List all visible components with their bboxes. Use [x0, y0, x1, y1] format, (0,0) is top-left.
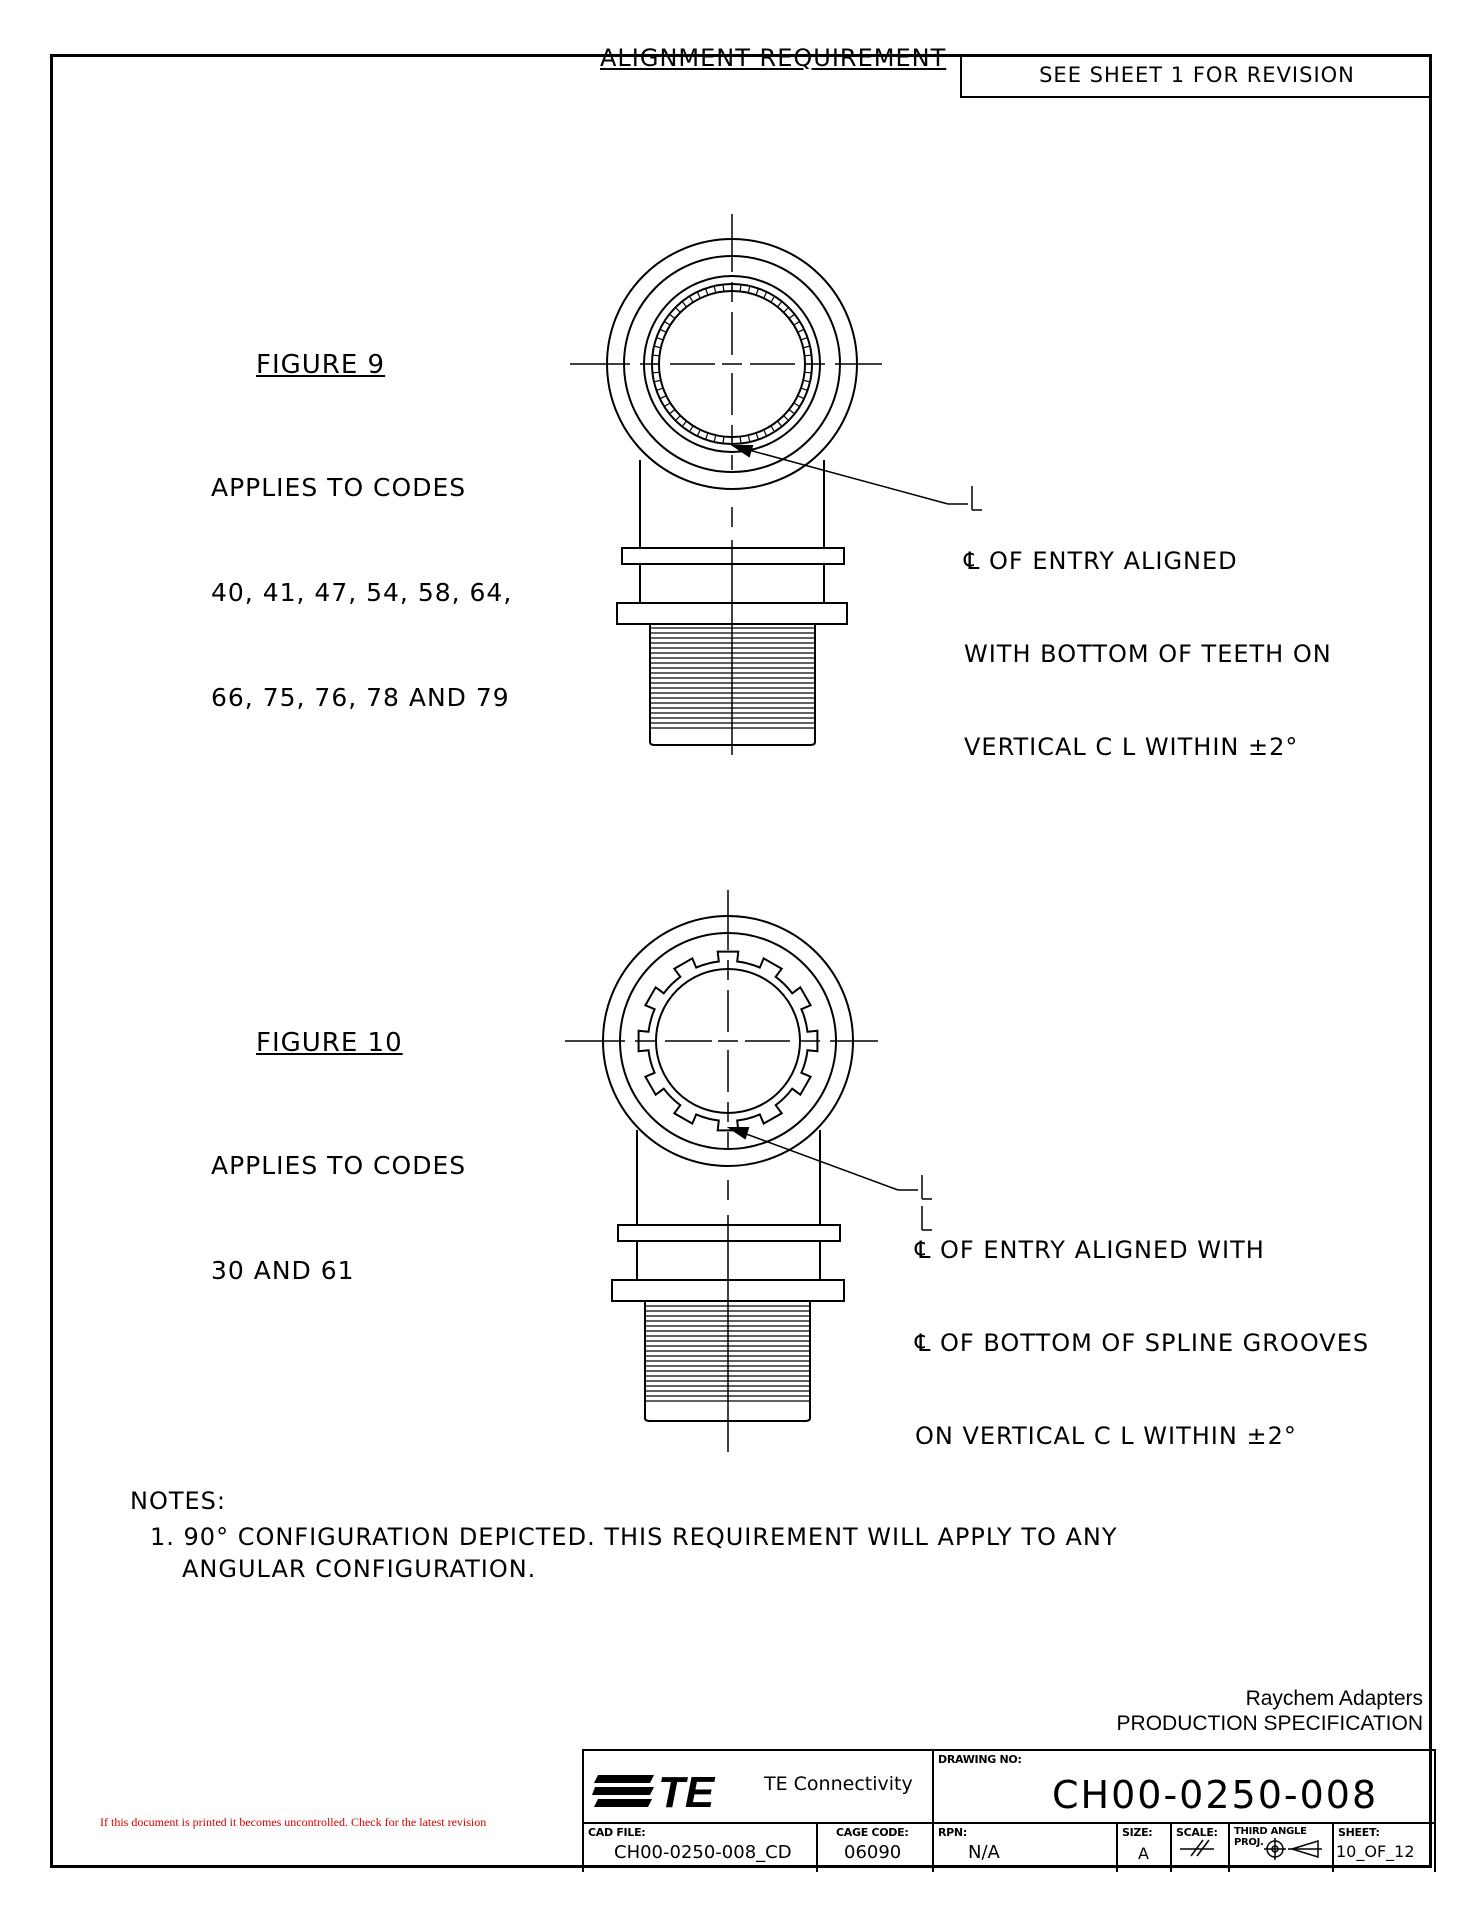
- tooth-line: [789, 314, 794, 318]
- tooth-line: [740, 437, 741, 444]
- sheet-reference: SEE SHEET 1 FOR REVISION: [960, 54, 1432, 98]
- tooth-line: [682, 421, 686, 426]
- figure-9-drawing: [570, 214, 968, 755]
- tooth-line: [784, 416, 789, 421]
- tooth-line: [803, 346, 810, 348]
- tooth-line: [706, 433, 708, 440]
- tooth-line: [669, 410, 674, 414]
- tooth-line: [714, 435, 716, 442]
- figure-9-title: FIGURE 9: [256, 350, 386, 380]
- figure-9-codes: APPLIES TO CODES 40, 41, 47, 54, 58, 64, 66, 75, 76, 78 AND 79: [211, 473, 513, 712]
- drawing-number-cell: DRAWING NO: CH00-0250-008: [934, 1749, 1436, 1822]
- cage-code-cell: CAGE CODE: 06090: [818, 1822, 934, 1872]
- cage-code: 06090: [844, 1842, 902, 1863]
- uncontrolled-copy-disclaimer: If this document is printed it becomes uncontrolled. Check for the latest revision: [100, 1815, 487, 1829]
- tooth-line: [654, 380, 661, 382]
- tooth-line: [805, 372, 812, 373]
- tooth-line: [771, 426, 775, 432]
- tooth-line: [764, 430, 767, 436]
- title-block: [582, 1749, 1432, 1868]
- tooth-line: [784, 307, 789, 312]
- tooth-line: [798, 329, 804, 332]
- tooth-line: [664, 403, 670, 407]
- tooth-line: [689, 426, 693, 432]
- tooth-line: [803, 380, 810, 382]
- svg-text:TE: TE: [658, 1768, 715, 1811]
- tooth-line: [669, 314, 674, 318]
- tooth-line: [771, 296, 775, 302]
- tooth-line: [660, 329, 666, 332]
- note-1-continued: ANGULAR CONFIGURATION.: [182, 1555, 537, 1583]
- cad-file: CH00-0250-008_CD: [614, 1842, 792, 1863]
- tooth-line: [723, 437, 724, 444]
- tooth-line: [756, 288, 758, 295]
- tooth-line: [778, 421, 782, 426]
- tooth-line: [714, 286, 716, 293]
- tooth-line: [654, 346, 661, 348]
- tooth-line: [675, 416, 680, 421]
- scale-cell: SCALE:: [1172, 1822, 1230, 1872]
- figure-10-callout: ℄ OF ENTRY ALIGNED WITH ℄ OF BOTTOM OF SPLINE GROOVES ON VERTICAL C L WITHIN ±2°: [915, 1236, 1370, 1450]
- tooth-line: [801, 388, 808, 390]
- tooth-line: [805, 355, 812, 356]
- tooth-line: [748, 286, 750, 293]
- tooth-line: [794, 403, 800, 407]
- te-logo-icon: [592, 1765, 752, 1811]
- tooth-line: [789, 410, 794, 414]
- tooth-line: [675, 307, 680, 312]
- tooth-line: [664, 321, 670, 325]
- tooth-line: [801, 338, 808, 340]
- document-type: PRODUCTION SPECIFICATION: [1116, 1712, 1423, 1735]
- tooth-line: [748, 435, 750, 442]
- rpn-cell: RPN: N/A: [934, 1822, 1118, 1872]
- notes-section: [130, 1485, 1118, 1585]
- figure-10-codes: APPLIES TO CODES 30 AND 61: [211, 1151, 467, 1285]
- sheet-cell: SHEET: 10_OF_12: [1334, 1822, 1436, 1872]
- tooth-line: [706, 288, 708, 295]
- page-title: ALIGNMENT REQUIREMENT: [600, 44, 947, 72]
- drawing-number: CH00-0250-008: [1052, 1773, 1379, 1817]
- tooth-line: [660, 396, 666, 399]
- tooth-line: [764, 292, 767, 298]
- size-cell: SIZE: A: [1118, 1822, 1172, 1872]
- rpn: N/A: [968, 1842, 1000, 1863]
- tooth-line: [756, 433, 758, 440]
- tooth-line: [689, 296, 693, 302]
- product-name: Raychem Adapters: [1245, 1687, 1423, 1710]
- tooth-line: [697, 430, 700, 436]
- tooth-line: [778, 301, 782, 306]
- figure-9-callout: ℄ OF ENTRY ALIGNED WITH BOTTOM OF TEETH ON VERTICAL C L WITHIN ±2°: [964, 547, 1332, 761]
- notes-heading: NOTES:: [130, 1487, 226, 1515]
- figure-10-drawing: [565, 890, 918, 1452]
- company-name: TE Connectivity: [764, 1773, 913, 1795]
- size: A: [1138, 1844, 1149, 1863]
- tooth-line: [723, 285, 724, 292]
- tooth-line: [794, 321, 800, 325]
- tooth-line: [656, 388, 663, 390]
- note-1: 1. 90° CONFIGURATION DEPICTED. THIS REQUIREMENT WILL APPLY TO ANY: [150, 1523, 1118, 1551]
- tooth-line: [697, 292, 700, 298]
- tooth-line: [798, 396, 804, 399]
- projection-cell: THIRD ANGLE PROJ.: [1230, 1822, 1334, 1872]
- tooth-line: [653, 355, 660, 356]
- tooth-line: [682, 301, 686, 306]
- figure-10-title: FIGURE 10: [256, 1028, 403, 1058]
- tooth-line: [653, 372, 660, 373]
- logo-cell: [582, 1749, 934, 1822]
- cad-file-cell: CAD FILE: CH00-0250-008_CD: [582, 1822, 818, 1872]
- company-block: [1117, 1686, 1423, 1736]
- sheet-number: 10_OF_12: [1336, 1842, 1415, 1861]
- tooth-line: [656, 338, 663, 340]
- tooth-line: [740, 285, 741, 292]
